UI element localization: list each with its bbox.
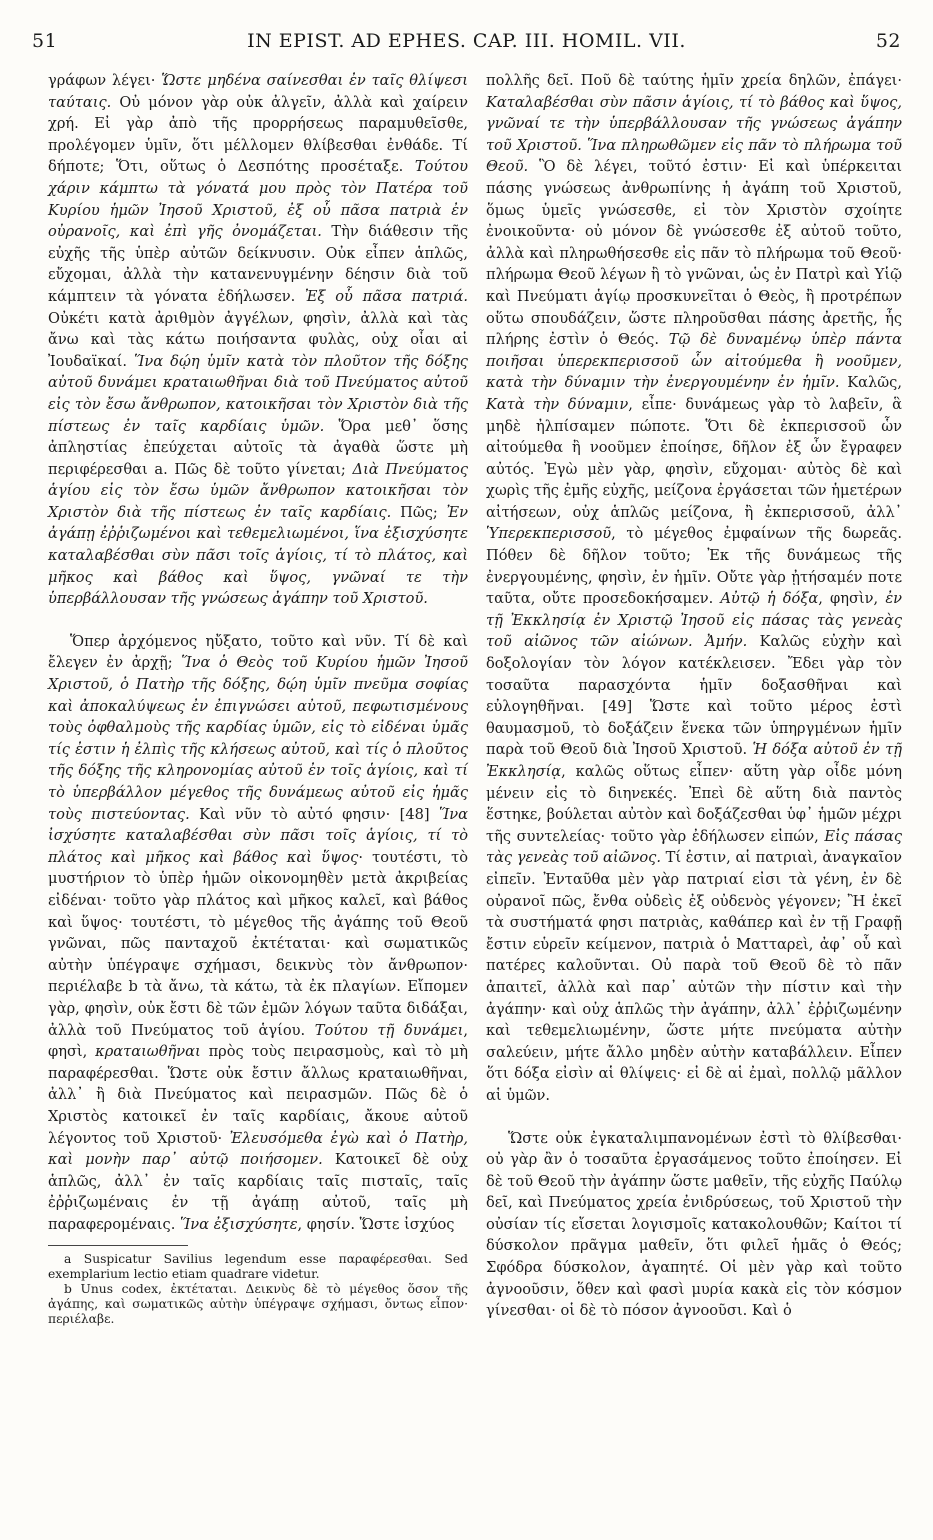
commentary-text: πολλῆς δεῖ. Ποῦ δὲ ταύτης ἡμῖν χρεία δηλῶν, ἐπάγει· <box>486 72 902 89</box>
scripture-quote: Ὥστε μηδένα σαίνεσθαι ἐν ταῖς θλίψεσι ταύταις. <box>48 72 468 111</box>
scripture-quote: Ἐλευσόμεθα ἐγὼ καὶ ὁ Πατὴρ, καὶ μονὴν παρ᾽ αὐτῷ ποιήσομεν. <box>48 1129 468 1169</box>
commentary-text: Καλῶς εὐχὴν καὶ δοξολογίαν τὸν λόγον κατέκλεισεν. Ἔδει γὰρ τὸν τοσαῦτα παρασχόντα ἡμῖν δοξασθῆναι καὶ εὐλογηθῆναι. [49] Ὥστε καὶ τοῦτο μέρος ἐστὶ θαυμασμοῦ, τὸ δοξάζειν ἕνεκα τῶν ὑπηργμένων ἡμῖν παρὰ τοῦ Θεοῦ διὰ Ἰησοῦ Χριστοῦ. <box>486 633 902 759</box>
scripture-quote: Καταλαβέσθαι σὺν πᾶσιν ἁγίοις, τί τὸ βάθος καὶ ὕψος, γνῶναί τε τὴν ὑπερβάλλουσαν τῆς γνώσεως ἀγάπην τοῦ Χριστοῦ. Ἵνα πληρωθῶμεν εἰς πᾶν τὸ πλήρωμα τοῦ Θεοῦ. <box>486 93 902 176</box>
scripture-quote: Κατὰ τὴν δύναμιν <box>486 395 629 413</box>
scripture-quote: ἐν τῇ Ἐκκλησίᾳ ἐν Χριστῷ Ἰησοῦ εἰς πάσας τὰς γενεὰς τοῦ αἰῶνος τῶν αἰώνων. Ἀμήν. <box>486 590 903 651</box>
scripture-quote: Ἐξ οὗ πᾶσα πατριά. <box>304 287 468 305</box>
paragraph <box>486 1128 902 1322</box>
commentary-text: Καλῶς, <box>839 374 902 392</box>
scripture-quote: Ἵνα δῴη ὑμῖν κατὰ τὸν πλοῦτον τῆς δόξης αὐτοῦ δυνάμει κραταιωθῆναι διὰ τοῦ Πνεύματος αὐτοῦ εἰς τὸν ἔσω ἄνθρωπον, κατοικῆσαι τὸν Χριστὸν διὰ τῆς πίστεως ἐν ταῖς καρδίαις ὑμῶν. <box>48 352 468 435</box>
scripture-quote: Τούτου χάριν κάμπτω τὰ γόνατά μου πρὸς τὸν Πατέρα τοῦ Κυρίου ἡμῶν Ἰησοῦ Χριστοῦ, ἐξ οὗ πᾶσα πατριὰ ἐν οὐρανοῖς, καὶ ἐπὶ γῆς ὀνομάζεται. <box>48 158 468 241</box>
commentary-text: Ὃ δὲ λέγει, τοῦτό ἐστιν· Εἰ καὶ ὑπέρκειται πάσης γνώσεως ἀνθρωπίνης ἡ ἀγάπη τοῦ Χριστοῦ, ὅμως ὑμεῖς γνώσεσθε, εἰ τὸν Χριστὸν σχοίητε ἐνοικοῦντα· οὐ μόνον δὲ γνώσεσθε ἐξ αὐτοῦ τοῦτο, ἀλλὰ καὶ πληρωθήσεσθε εἰς πᾶν τὸ πλήρωμα τοῦ Θεοῦ· πλήρωμα Θεοῦ λέγων ἢ τὸ γνῶναι, ὡς ἐν Πατρὶ καὶ Υἱῷ καὶ Πνεύματι ἁγίῳ προσκυνεῖται ὁ Θεὸς, ἢ προτρέπων οὕτω σπουδάζειν, ὥστε πληροῦσθαι πάσης ἀρετῆς, ἧς πλήρης ἐστὶν ὁ Θεός. <box>486 158 902 349</box>
paragraph <box>486 70 902 1107</box>
running-header <box>32 30 901 56</box>
commentary-text: Οὐκέτι κατὰ ἀριθμὸν ἀγγέλων, φησὶν, ἀλλὰ καὶ τὰς ἄνω καὶ τὰς κάτω ποιήσαντα φυλὰς, οὐχ οἷαι αἱ Ἰουδαϊκαί. <box>48 309 468 370</box>
right-column-body <box>486 70 902 1322</box>
commentary-text: , φησίν. Ὥστε ἰσχύος <box>297 1215 455 1233</box>
commentary-text: Κατοικεῖ δὲ οὐχ ἁπλῶς, ἀλλ᾽ ἐν ταῖς καρδίαις ταῖς πισταῖς, ταῖς ἐῤῥιζωμέναις ἐν τῇ ἀγάπῃ αὐτοῦ, ταῖς μὴ παραφερομέναις. <box>48 1151 468 1233</box>
scripture-quote: Ἐν ἀγάπῃ ἐῤῥιζωμένοι καὶ τεθεμελιωμένοι, ἵνα ἐξισχύσητε καταλαβέσθαι σὺν πᾶσι τοῖς ἁγίοις, τί τὸ πλάτος, καὶ μῆκος καὶ βάθος καὶ ὕψος, γνῶναί τε τὴν ὑπερβάλλουσαν τῆς γνώσεως ἀγάπην τοῦ Χριστοῦ. <box>48 503 468 608</box>
scripture-quote: Εἰς πάσας τὰς γενεὰς τοῦ αἰῶνος. <box>486 827 902 867</box>
commentary-text: Τὴν διάθεσιν τῆς εὐχῆς τῆς ὑπὲρ αὐτῶν δείκνυσιν. Οὐκ εἶπεν ἁπλῶς, εὔχομαι, ἀλλὰ τὴν κατανενυγμένην δέησιν διὰ τοῦ κάμπτειν τὰ γόνατα ἐδήλωσεν. <box>48 223 468 305</box>
commentary-text: Καὶ νῦν τὸ αὐτό φησιν· [48] <box>189 805 439 823</box>
commentary-text: , φησὶν, <box>818 590 886 608</box>
scripture-quote: Ἵνα ὁ Θεὸς τοῦ Κυρίου ἡμῶν Ἰησοῦ Χριστοῦ, ὁ Πατὴρ τῆς δόξης, δῴη ὑμῖν πνεῦμα σοφίας καὶ ἀποκαλύψεως ἐν ἐπιγνώσει αὐτοῦ, πεφωτισμένους τοὺς ὀφθαλμοὺς τῆς καρδίας ὑμῶν, εἰς τὸ εἰδέναι ὑμᾶς τίς ἐστιν ἡ ἐλπὶς τῆς κλήσεως αὐτοῦ, καὶ τίς ὁ πλοῦτος τῆς δόξης τῆς κληρονομίας αὐτοῦ ἐν τοῖς ἁγίοις, καὶ τί τὸ ὑπερβάλλον μέγεθος τῆς δυνάμεως αὐτοῦ εἰς ἡμᾶς τοὺς πιστεύοντας. <box>48 654 468 823</box>
commentary-text: Πῶς; <box>391 503 447 521</box>
paragraph-gap <box>486 1107 902 1128</box>
footnote-b: b Unus codex, ἐκτέταται. Δεικνὺς δὲ τὸ μέγεθος ὅσον τῆς ἀγάπης, καὶ σωματικῶς αὐτὴν ὑπέγραψε σχήμασι, ὄντως εἶπον· περιέλαβε. <box>48 1282 468 1327</box>
paragraph <box>48 70 468 610</box>
right-column <box>486 70 902 1322</box>
page-number-right: 52 <box>875 30 901 52</box>
paragraph <box>48 631 468 1236</box>
scripture-quote: Τῷ δὲ δυναμένῳ ὑπὲρ πάντα ποιῆσαι ὑπερεκπερισσοῦ ὧν αἰτούμεθα ἢ νοοῦμεν, κατὰ τὴν δύναμιν τὴν ἐνεργουμένην ἐν ἡμῖν. <box>486 331 902 392</box>
scripture-quote: Διὰ Πνεύματος ἁγίου εἰς τὸν ἔσω ὑμῶν ἄνθρωπον κατοικῆσαι τὸν Χριστὸν διὰ τῆς πίστεως ἐν ταῖς καρδίαις. <box>48 460 468 521</box>
commentary-text: Ὥστε οὐκ ἐγκαταλιμπανομένων ἐστὶ τὸ θλίβεσθαι· οὐ γὰρ ἂν ὁ τοσαῦτα ἐργασάμενος τοῦτο ἐποίησεν. Εἰ δὲ τοῦ Θεοῦ τὴν ἀγάπην ὥστε μαθεῖν, τῆς εὐχῆς Παύλῳ δεῖ, καὶ Πνεύματος χρεία ἐνιδρύσεως, τοῦ Χριστοῦ τὴν οὐσίαν τίς εἴσεται λογισμοῖς κατακολουθῶν; Καίτοι τί δύσκολον πρᾶγμα μαθεῖν, ὅτι φιλεῖ ἡμᾶς ὁ Θεός; Σφόδρα δύσκολον, ἀγαπητέ. Οἱ μὲν γὰρ καὶ τοῦτο ἀγνοοῦσιν, ὅθεν καὶ φασὶ μυρία κακὰ εἰς τὸν κόσμον γίνεσθαι· οἱ δὲ τὸ πόσον ἀγνοοῦσι. Καὶ ὁ <box>486 1129 902 1320</box>
commentary-text: πρὸς τοὺς πειρασμοὺς, καὶ τὸ μὴ παραφέρεσθαι. Ὥστε οὐκ ἔστιν ἄλλως κραταιωθῆναι, ἀλλ᾽ ἢ διὰ Πνεύματος καὶ πειρασμῶν. Πῶς δὲ ὁ Χριστὸς κατοικεῖ ἐν ταῖς καρδίαις, ἄκουε αὐτοῦ λέγοντος τοῦ Χριστοῦ· <box>48 1043 468 1147</box>
commentary-text: Οὐ μόνον γὰρ οὐκ ἀλγεῖν, ἀλλὰ καὶ χαίρειν χρή. Εἰ γὰρ ἀπὸ τῆς προρρήσεως παραμυθεῖσθε, προλέγομεν ὑμῖν, ὅτι μέλλομεν θλίβεσθαι ἐνθάδε. Τί δήποτε; Ὅτι, οὕτως ὁ Δεσπότης προσέταξε. <box>48 93 468 176</box>
scripture-quote: Ἵνα ἐξισχύσητε <box>179 1215 298 1233</box>
scripture-quote: Ἵνα ἰσχύσητε καταλαβέσθαι σὺν πᾶσι τοῖς ἁγίοις, τί τὸ πλάτος καὶ μῆκος καὶ βάθος καὶ ὕψος <box>48 805 468 866</box>
commentary-text: Ὅπερ ἀρχόμενος ηὔξατο, τοῦτο καὶ νῦν. Τί δὲ καὶ ἔλεγεν ἐν ἀρχῇ; <box>48 632 468 672</box>
footnote-a: a Suspicatur Savilius legendum esse παραφέρεσθαι. Sed exemplarium lectio etiam quadrare videtur. <box>48 1252 468 1282</box>
left-column <box>48 70 468 1327</box>
page-number-left: 51 <box>32 30 58 52</box>
commentary-text: γράφων λέγει· <box>48 72 162 89</box>
scripture-quote: Αὐτῷ ἡ δόξα <box>720 590 819 608</box>
commentary-text: Τί ἐστιν, αἱ πατριαὶ, ἀναγκαῖον εἰπεῖν. Ἐνταῦθα μὲν γὰρ πατριαί εἰσι τὰ γένη, ἐν δὲ οὐρανοῖ πῶς, ἔνθα οὐδεὶς ἐξ οὐδενὸς γέγονεν; Ἢ ἐκεῖ τὰ συστήματά φησι πατριὰς, καθάπερ καὶ ἐν τῇ Γραφῇ ἔστιν εὑρεῖν κείμενον, πατριὰ ὁ Ματταρεὶ, ἀφ᾽ οὗ καὶ πατέρες καλοῦνται. Οὐ παρὰ τοῦ Θεοῦ δὲ τὸ πᾶν ἀπαιτεῖ, ἀλλὰ καὶ παρ᾽ αὐτῶν τὴν πίστιν καὶ τὴν ἀγάπην· καὶ οὐχ ἁπλῶς τὴν ἀγάπην, ἀλλ᾽ ἐῤῥιζωμένην καὶ τεθεμελιωμένην, ὥστε μήτε πνεύματα αὐτὴν σαλεύειν, μήτε ἄλλο μηδὲν αὐτὴν καταβάλλειν. Εἶπεν ὅτι δόξα εἰσὶν αἱ θλίψεις· εἰ δὲ αἱ ἐμαὶ, πολλῷ μᾶλλον αἱ ὑμῶν. <box>486 849 903 1104</box>
commentary-text: , φησὶ, <box>48 1021 469 1061</box>
commentary-text: Ὅρα μεθ᾽ ὅσης ἀπληστίας ἐπεύχεται αὐτοῖς τὰ ἀγαθὰ ὥστε μὴ περιφέρεσθαι a. Πῶς δὲ τοῦτο γίνεται; <box>48 417 468 478</box>
running-title: IN EPIST. AD EPHES. CAP. III. HOMIL. VII. <box>247 30 686 52</box>
scripture-quote: Τούτου τῇ δυνάμει <box>314 1021 464 1039</box>
commentary-text: , καλῶς οὕτως εἶπεν· αὕτη γὰρ οἶδε μόνη μένειν εἰς τὸ διηνεκές. Ἐπεὶ δὲ αὕτη διὰ παντὸς ἕστηκε, βούλεται αὐτὸν καὶ δοξάζεσθαι ὑφ᾽ ἡμῶν μέχρι τῆς συντελείας· τοῦτο γὰρ ἐδήλωσεν εἰπών, <box>486 763 902 845</box>
paragraph-gap <box>48 610 468 631</box>
footnote-rule <box>48 1245 188 1246</box>
commentary-text: , εἶπε· δυνάμεως γὰρ τὸ λαβεῖν, ἃ μηδὲ ἠλπίσαμεν πώποτε. Ὅτι δὲ ἐκπερισσοῦ ὧν αἰτούμεθα ἢ νοοῦμεν ἐποίησε, δῆλον ἐξ ὧν ἔγραφεν αὐτός. Ἐγὼ μὲν γὰρ, φησὶν, εὔχομαι· αὐτὸς δὲ καὶ χωρὶς τῆς ἐμῆς εὐχῆς, μείζονα ἐργάσεται τῶν ἡμετέρων αἰτήσεων, οὐχ ἁπλῶς μείζονα, ἢ ἐκπερισσοῦ, ἀλλ᾽ <box>486 395 902 521</box>
left-column-body <box>48 70 468 1235</box>
commentary-text: · τουτέστι, τὸ μυστήριον τὸ ὑπὲρ ἡμῶν οἰκονομηθὲν μετὰ ἀκριβείας εἰδέναι· τοῦτο γὰρ πλάτος καὶ μῆκος καλεῖ, καὶ βάθος καὶ ὕψος· τουτέστι, τὸ μέγεθος τῆς ἀγάπης τοῦ Θεοῦ γνῶναι, πῶς πανταχοῦ ἐκτέταται· καὶ σωματικῶς αὐτὴν ὑπέγραψε σχήμασι, δεικνὺς τὸν ἄνθρωπον· περιέλαβε b τὰ ἄνω, τὰ κάτω, τὰ ἐκ πλαγίων. Εἴπομεν γὰρ, φησὶν, οὐκ ἔστι δὲ τῶν ἐμῶν λόγων ταῦτα διδάξαι, ἀλλὰ τοῦ Πνεύματος τοῦ ἁγίου. <box>48 848 468 1039</box>
scripture-quote: κραταιωθῆναι <box>95 1043 201 1061</box>
commentary-text: , τὸ μέγεθος ἐμφαίνων τῆς δωρεᾶς. Πόθεν δὲ δῆλον τοῦτο; Ἐκ τῆς δυνάμεως τῆς ἐνεργουμένης, φησὶν, ἐν ἡμῖν. Οὔτε γὰρ ᾐτήσαμέν ποτε ταῦτα, οὔτε προσεδοκήσαμεν. <box>486 525 902 608</box>
scripture-quote: Ὑπερεκπερισσοῦ <box>486 525 612 543</box>
scripture-quote: Ἡ δόξα αὐτοῦ ἐν τῇ Ἐκκλησίᾳ <box>486 741 903 780</box>
